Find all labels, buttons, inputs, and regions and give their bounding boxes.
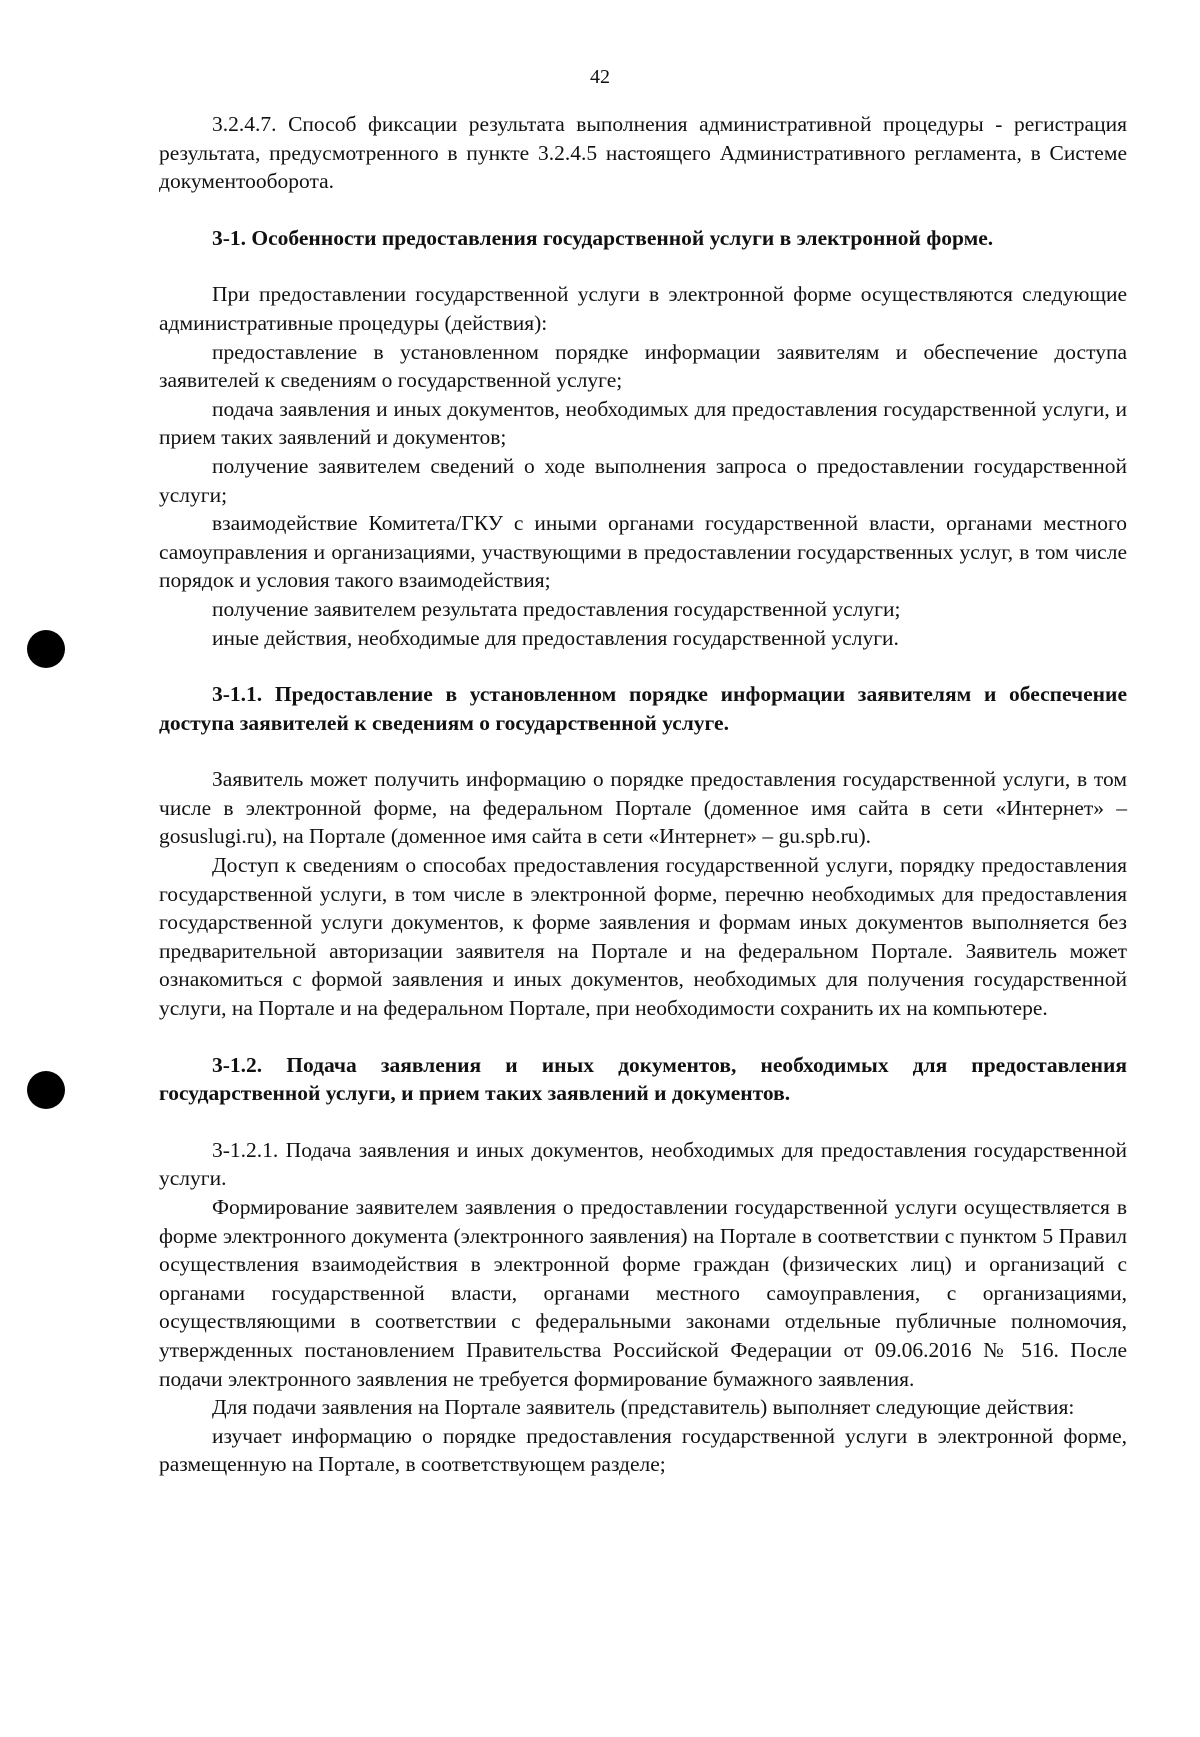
list-item-study-info: изучает информацию о порядке предоставления государственной услуги в электронной форме, размещенную на Портале, в соответствующем разделе; — [159, 1423, 1127, 1477]
list-item-request-status: получение заявителем сведений о ходе выполнения запроса о предоставлении государственной услуги; — [159, 453, 1127, 507]
paragraph-3-1-2-1: 3-1.2.1. Подача заявления и иных документов, необходимых для предоставления государственной услуги. — [159, 1137, 1127, 1191]
paragraph-electronic-application: Формирование заявителем заявления о предоставлении государственной услуги осуществляется в форме электронного документа (электронного заявления) на Портале в соответствии с пунктом 5 Правил осуществления взаимодействия в электронной форме граждан (физических лиц) и организаций с органами государственной власти, органами местного самоуправления, с организациями, осуществляющими в соответствии с федеральными законами отдельные публичные полномочия, утвержденных постановлением Правительства Российской Федерации от 09.06.2016 № 516. После подачи электронного заявления не требуется формирование бумажного заявления. — [159, 1195, 1127, 1391]
page-number: 42 — [590, 66, 610, 88]
paragraph-info-sources: Заявитель может получить информацию о порядке предоставления государственной услуги, в том числе в электронной форме, на федеральном Портале (доменное имя сайта в сети «Интернет» – gosuslugi.ru), на Портале (доменное имя сайта в сети «Интернет» – gu.spb.ru). — [159, 767, 1127, 849]
document-body — [159, 110, 1127, 1479]
section-heading-3-1-1: 3-1.1. Предоставление в установленном порядке информации заявителям и обеспечение доступа заявителей к сведениям о государственной услуге. — [159, 682, 1127, 735]
list-item-application-submission: подача заявления и иных документов, необходимых для предоставления государственной услуги, и прием таких заявлений и документов; — [159, 396, 1127, 450]
paragraph-3-2-4-7: 3.2.4.7. Способ фиксации результата выполнения административной процедуры - регистрация результата, предусмотренного в пункте 3.2.4.5 настоящего Административного регламента, в Системе документооборота. — [159, 112, 1127, 194]
paragraph-portal-steps-intro: Для подачи заявления на Портале заявитель (представитель) выполняет следующие действия: — [212, 1395, 1075, 1420]
list-item-other-actions: иные действия, необходимые для предоставления государственной услуги. — [212, 625, 899, 650]
list-item-interaction: взаимодействие Комитета/ГКУ с иными органами государственной власти, органами местного самоуправления и организациями, участвующими в предоставлении государственных услуг, в том числе порядок и условия такого взаимодействия; — [159, 511, 1127, 593]
list-item-info-provision: предоставление в установленном порядке информации заявителям и обеспечение доступа заявителей к сведениям о государственной услуге; — [159, 339, 1127, 393]
punch-hole-lower — [27, 1071, 65, 1109]
section-heading-3-1: 3-1. Особенности предоставления государственной услуги в электронной форме. — [212, 225, 994, 250]
list-item-result-receipt: получение заявителем результата предоставления государственной услуги; — [212, 596, 901, 621]
paragraph-procedures-intro: При предоставлении государственной услуги в электронной форме осуществляются следующие административные процедуры (действия): — [159, 282, 1127, 335]
paragraph-access-to-info: Доступ к сведениям о способах предоставления государственной услуги, порядку предоставления государственной услуги, в том числе в электронной форме, перечню необходимых для предоставления государственной услуги документов, к форме заявления и формам иных документов выполняется без предварительной авторизации заявителя на Портале и на федеральном Портале. Заявитель может ознакомиться с формой заявления и иных документов, необходимых для получения государственной услуги, на Портале и на федеральном Портале, при необходимости сохранить их на компьютере. — [159, 853, 1127, 1021]
punch-hole-upper — [27, 630, 65, 668]
section-heading-3-1-2: 3-1.2. Подача заявления и иных документов, необходимых для предоставления государственной услуги, и прием таких заявлений и документов. — [159, 1052, 1127, 1106]
